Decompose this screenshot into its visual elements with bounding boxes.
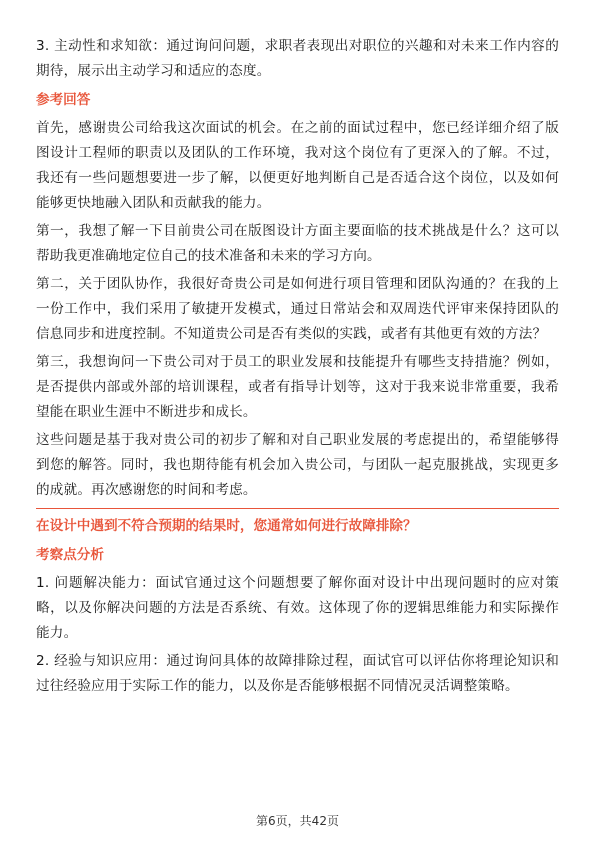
section-divider: [36, 508, 559, 509]
page-number: 第6页，共42页: [256, 814, 339, 828]
answer-paragraph-second: 第二，关于团队协作，我很好奇贵公司是如何进行项目管理和团队沟通的？在我的上一份工作中，我们采用了敏捷开发模式，通过日常站会和双周迭代评审来保持团队的信息同步和进度控制。不知道贵公司是否有类似的实践，或者有其他更有效的方法？: [36, 276, 559, 342]
answer-paragraph-closing: 这些问题是基于我对贵公司的初步了解和对自己职业发展的考虑提出的，希望能够得到您的解答。同时，我也期待能有机会加入贵公司，与团队一起克服挑战，实现更多的成就。再次感谢您的时间和考虑。: [36, 432, 559, 498]
page-content: [36, 34, 559, 702]
previous-answer-point-3: 3. 主动性和求知欲：通过询问问题，求职者表现出对职位的兴趣和对未来工作内容的期待，展示出主动学习和适应的态度。: [36, 38, 559, 79]
answer-paragraph-first: 第一，我想了解一下目前贵公司在版图设计方面主要面临的技术挑战是什么？这可以帮助我更准确地定位自己的技术准备和未来的学习方向。: [36, 223, 559, 264]
answer-paragraph-third: 第三，我想询问一下贵公司对于员工的职业发展和技能提升有哪些支持措施？例如，是否提供内部或外部的培训课程，或者有指导计划等，这对于我来说非常重要，我希望能在职业生涯中不断进步和成长。: [36, 354, 559, 420]
answer-paragraph-intro: 首先，感谢贵公司给我这次面试的机会。在之前的面试过程中，您已经详细介绍了版图设计工程师的职责以及团队的工作环境，我对这个岗位有了更深入的了解。不过，我还有一些问题想要进一步了解，以便更好地判断自己是否适合这个岗位，以及如何能够更快地融入团队和贡献我的能力。: [36, 120, 559, 211]
analysis-point-2: 2. 经验与知识应用：通过询问具体的故障排除过程，面试官可以评估你将理论知识和过往经验应用于实际工作的能力，以及你是否能够根据不同情况灵活调整策略。: [36, 653, 559, 694]
analysis-point-1: 1. 问题解决能力：面试官通过这个问题想要了解你面对设计中出现问题时的应对策略，以及你解决问题的方法是否系统、有效。这体现了你的逻辑思维能力和实际操作能力。: [36, 575, 559, 641]
analysis-heading: 考察点分析: [36, 547, 104, 563]
interview-question: 在设计中遇到不符合预期的结果时，您通常如何进行故障排除？: [36, 518, 417, 534]
reference-answer-heading: 参考回答: [36, 92, 91, 108]
